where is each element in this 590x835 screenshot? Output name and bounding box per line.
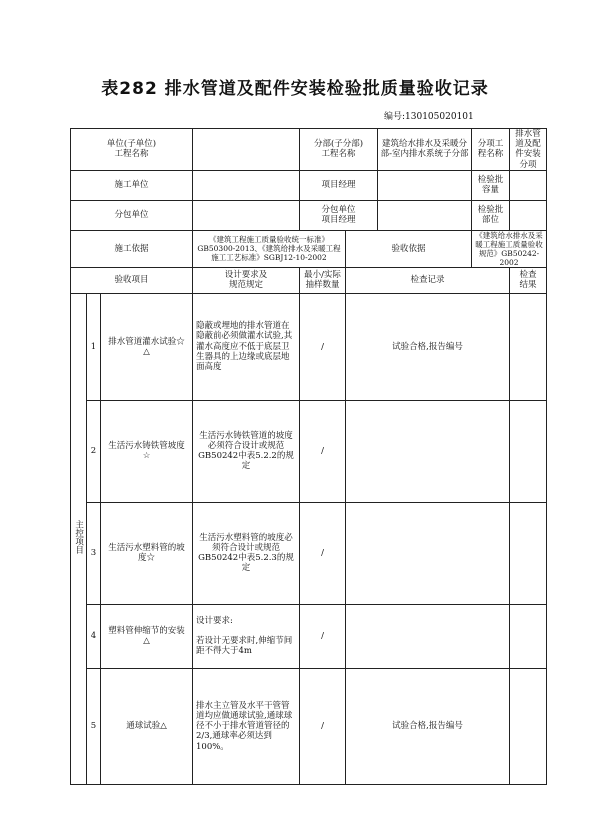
col-design-header: 设计要求及 规范规定 [193,267,300,293]
design-requirement-cell: 设计要求: 若设计无要求时,伸缩节间距不得大于4m [193,604,300,668]
batch-capacity-label: 检验批容量 [472,170,510,200]
acceptance-basis-value: 《建筑给水排水及采暖工程施工质量验收规范》GB50242-2002 [472,230,547,267]
sub-pm-value[interactable] [378,200,472,230]
batch-location-label: 检验批部位 [472,200,510,230]
sample-cell[interactable]: / [300,400,346,502]
record-cell[interactable]: 试验合格,报告编号 [346,293,510,400]
col-result-header: 检查 结果 [510,267,547,293]
item-cell: 生活污水塑料管的坡 度☆ [101,502,193,604]
table-row [71,400,547,502]
item-name-value[interactable]: 排水管道及配件安装分项 [510,129,547,171]
design-requirement-cell: 隐蔽或埋地的排水管道在隐蔽前必须做灌水试验,其灌水高度应不低于底层卫生器具的上边缘或底层地面高度 [193,293,300,400]
subdivision-name-value[interactable]: 建筑给水排水及采暖分部-室内排水系统子分部 [378,129,472,171]
subdivision-name-label: 分部(子分部) 工程名称 [300,129,378,171]
row-number: 4 [87,604,101,668]
construction-basis-value: 《建筑工程施工质量验收统一标准》GB50300-2013、《建筑给排水及采暖工程施工工艺标准》SGBJ12-10-2002 [193,230,346,267]
record-cell[interactable]: 试验合格,报告编号 [346,668,510,784]
table-row [71,668,547,784]
item-cell: 塑料管伸缩节的安装 △ [101,604,193,668]
col-sample-header: 最小/实际 抽样数量 [300,267,346,293]
unit-name-value[interactable] [193,129,300,171]
result-cell[interactable] [510,400,547,502]
batch-location-value[interactable] [510,200,547,230]
construction-unit-label: 施工单位 [71,170,193,200]
inspection-record-table [70,128,547,785]
sub-pm-label: 分包单位 项目经理 [300,200,378,230]
project-manager-label: 项目经理 [300,170,378,200]
subcontractor-value[interactable] [193,200,300,230]
page-title: 表282 排水管道及配件安装检验批质量验收记录 [101,79,489,99]
col-record-header: 检查记录 [346,267,510,293]
sample-cell[interactable]: / [300,293,346,400]
subcontractor-label: 分包单位 [71,200,193,230]
result-cell[interactable] [510,604,547,668]
main-control-group-label: 主控项目 [71,293,87,784]
row-number: 3 [87,502,101,604]
table-row [71,604,547,668]
sample-cell[interactable]: / [300,668,346,784]
result-cell[interactable] [510,502,547,604]
item-cell: 排水管道灌水试验☆ △ [101,293,193,400]
table-row [71,502,547,604]
row-number: 2 [87,400,101,502]
construction-unit-value[interactable] [193,170,300,200]
construction-basis-label: 施工依据 [71,230,193,267]
design-requirement-cell: 生活污水铸铁管道的坡度必须符合设计或规范GB50242中表5.2.2的规定 [193,400,300,502]
record-cell[interactable] [346,604,510,668]
record-code: 编号:130105020101 [384,112,474,122]
col-item-header: 验收项目 [71,267,193,293]
item-cell: 生活污水铸铁管坡度 ☆ [101,400,193,502]
record-cell[interactable] [346,400,510,502]
sample-cell[interactable]: / [300,502,346,604]
design-requirement-cell: 生活污水塑料管的坡度必须符合设计或规范GB50242中表5.2.3的规定 [193,502,300,604]
item-name-label: 分项工程名称 [472,129,510,171]
table-row [71,293,547,400]
acceptance-basis-label: 验收依据 [346,230,472,267]
item-cell: 通球试验△ [101,668,193,784]
batch-capacity-value[interactable] [510,170,547,200]
row-number: 5 [87,668,101,784]
result-cell[interactable] [510,293,547,400]
record-cell[interactable] [346,502,510,604]
sample-cell[interactable]: / [300,604,346,668]
result-cell[interactable] [510,668,547,784]
unit-name-label: 单位(子单位) 工程名称 [71,129,193,171]
design-requirement-cell: 排水主立管及水平干管管道均应做通球试验,通球球径不小于排水管道管径的2/3,通球率必须达到100%。 [193,668,300,784]
project-manager-value[interactable] [378,170,472,200]
row-number: 1 [87,293,101,400]
